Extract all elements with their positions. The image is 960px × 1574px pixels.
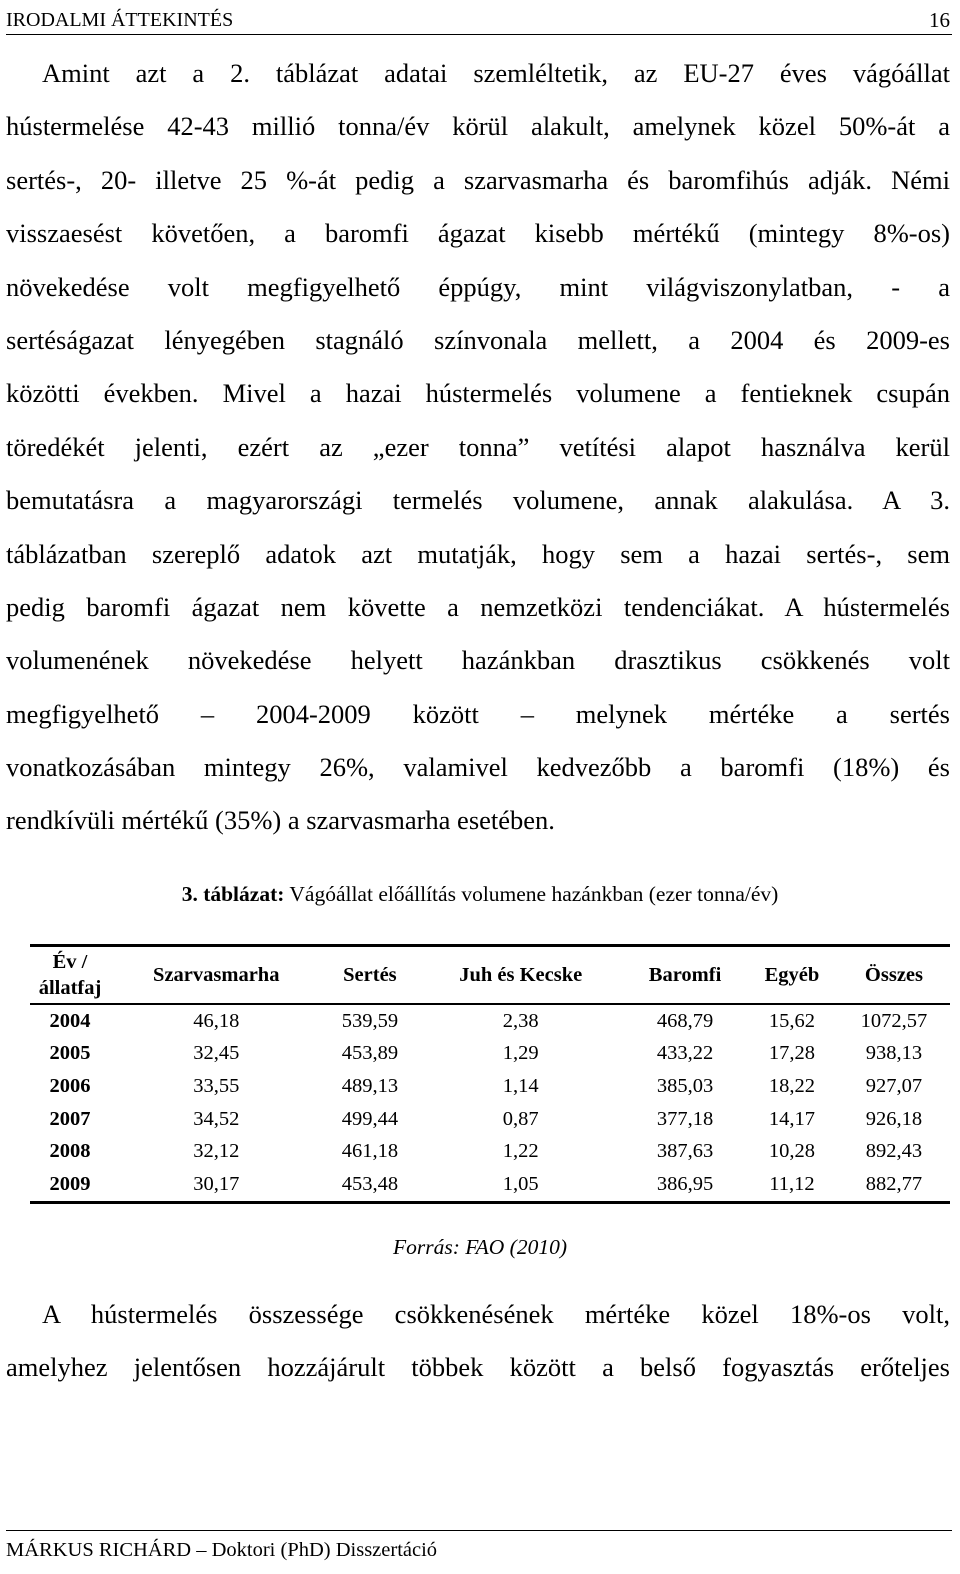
text-line: megfigyelhető – 2004-2009 között – melynek mértéke a sertés: [6, 698, 950, 729]
text-line: hústermelése 42-43 millió tonna/év körül alakult, amelynek közel 50%-át a: [6, 111, 950, 142]
value-cell: 1072,57: [860, 1009, 928, 1032]
table-body: [30, 1004, 950, 1202]
year-cell: 2004: [49, 1009, 91, 1032]
year-cell: 2009: [49, 1172, 91, 1195]
text-line: sertés-, 20- illetve 25 %-át pedig a szarvasmarha és baromfihús adják. Némi: [6, 164, 950, 195]
table-caption-text: Vágóállat előállítás volumene hazánkban (ezer tonna/év): [284, 882, 779, 906]
year-cell: 2006: [49, 1074, 91, 1097]
value-cell: 489,13: [341, 1074, 399, 1097]
column-header: Egyéb: [764, 964, 820, 986]
column-header: Baromfi: [648, 964, 722, 986]
text-line: közötti években. Mivel a hazai hústermelés volumene a fentieknek csupán: [6, 378, 950, 409]
value-cell: 1,05: [502, 1172, 539, 1195]
text-line: rendkívüli mértékű (35%) a szarvasmarha esetében.: [6, 805, 555, 836]
value-cell: 385,03: [656, 1074, 714, 1097]
text-line: bemutatásra a magyarországi termelés volumene, annak alakulása. A 3.: [6, 485, 950, 516]
text-line: sertéságazat lényegében stagnáló színvonala mellett, a 2004 és 2009-es: [6, 324, 950, 355]
text-line: Amint azt a 2. táblázat adatai szemléltetik, az EU-27 éves vágóállat: [42, 58, 950, 88]
table-row: [30, 1135, 950, 1168]
table-source: Forrás: FAO (2010): [393, 1235, 567, 1259]
value-cell: 32,45: [193, 1042, 240, 1065]
value-cell: 927,07: [865, 1074, 923, 1097]
value-cell: 377,18: [656, 1107, 714, 1130]
value-cell: 2,38: [502, 1009, 539, 1032]
year-cell: 2007: [49, 1107, 91, 1130]
data-table: [30, 944, 950, 1204]
value-cell: 46,18: [193, 1009, 240, 1032]
value-cell: 882,77: [865, 1172, 923, 1195]
table-header-row: [30, 946, 950, 1005]
value-cell: 1,29: [502, 1042, 539, 1065]
year-cell: 2005: [49, 1042, 91, 1065]
table-row: [30, 1103, 950, 1136]
text-line: pedig baromfi ágazat nem követte a nemzetközi tendenciákat. A hústermelés: [6, 591, 950, 622]
text-line: A hústermelés összessége csökkenésének mértéke közel 18%-os volt,: [42, 1299, 950, 1329]
value-cell: 433,22: [656, 1042, 714, 1065]
text-line: amelyhez jelentősen hozzájárult többek között a belső fogyasztás erőteljes: [6, 1352, 950, 1383]
value-cell: 938,13: [865, 1042, 923, 1065]
value-cell: 892,43: [865, 1140, 923, 1163]
table-caption-label: 3. táblázat:: [181, 882, 285, 906]
text-line: táblázatban szereplő adatok azt mutatják, hogy sem a hazai sertés-, sem: [6, 538, 950, 569]
text-line: vonatkozásában mintegy 26%, valamivel kedvezőbb a baromfi (18%) és: [6, 752, 950, 783]
chapter-title: IRODALMI ÁTTEKINTÉS: [6, 9, 234, 31]
value-cell: 17,28: [768, 1042, 816, 1065]
value-cell: 499,44: [341, 1107, 399, 1130]
page-header: [6, 4, 952, 35]
value-cell: 453,48: [341, 1172, 399, 1195]
text-line: visszaesést követően, a baromfi ágazat kisebb mértékű (mintegy 8%-os): [6, 218, 950, 249]
value-cell: 461,18: [341, 1140, 399, 1163]
page-footer: MÁRKUS RICHÁRD – Doktori (PhD) Disszertáció: [6, 1530, 952, 1562]
table-row: [30, 1168, 950, 1202]
value-cell: 386,95: [656, 1172, 714, 1195]
table-caption: [0, 882, 960, 907]
value-cell: 0,87: [502, 1107, 539, 1130]
value-cell: 33,55: [193, 1074, 240, 1097]
value-cell: 10,28: [768, 1140, 816, 1163]
text-line: töredékét jelenti, ezért az „ezer tonna” vetítési alapot használva kerül: [6, 431, 950, 462]
table-row: [30, 1070, 950, 1103]
column-header: Sertés: [343, 964, 397, 986]
paragraph-1: [6, 47, 950, 848]
paragraph-2: [6, 1288, 950, 1395]
value-cell: 1,14: [502, 1074, 539, 1097]
column-header: Szarvasmarha: [153, 964, 280, 986]
value-cell: 30,17: [193, 1172, 240, 1195]
value-cell: 11,12: [769, 1172, 815, 1195]
value-cell: 14,17: [768, 1107, 816, 1130]
column-header: Juh és Kecske: [459, 964, 583, 986]
column-header: Év / állatfaj: [38, 951, 102, 999]
value-cell: 468,79: [656, 1009, 714, 1032]
value-cell: 539,59: [341, 1009, 399, 1032]
column-header: Összes: [864, 964, 923, 986]
value-cell: 453,89: [341, 1042, 399, 1065]
text-line: növekedése volt megfigyelhető éppúgy, mint világviszonylatban, - a: [6, 271, 950, 302]
page-number: 16: [929, 8, 950, 32]
value-cell: 1,22: [502, 1140, 539, 1163]
value-cell: 34,52: [193, 1107, 240, 1130]
value-cell: 32,12: [193, 1140, 240, 1163]
value-cell: 15,62: [768, 1009, 816, 1032]
table-row: [30, 1038, 950, 1071]
table-row: [30, 1004, 950, 1038]
text-line: volumenének növekedése helyett hazánkban drasztikus csökkenés volt: [6, 645, 950, 676]
value-cell: 926,18: [865, 1107, 923, 1130]
year-cell: 2008: [49, 1140, 91, 1163]
value-cell: 18,22: [768, 1074, 816, 1097]
value-cell: 387,63: [656, 1140, 714, 1163]
